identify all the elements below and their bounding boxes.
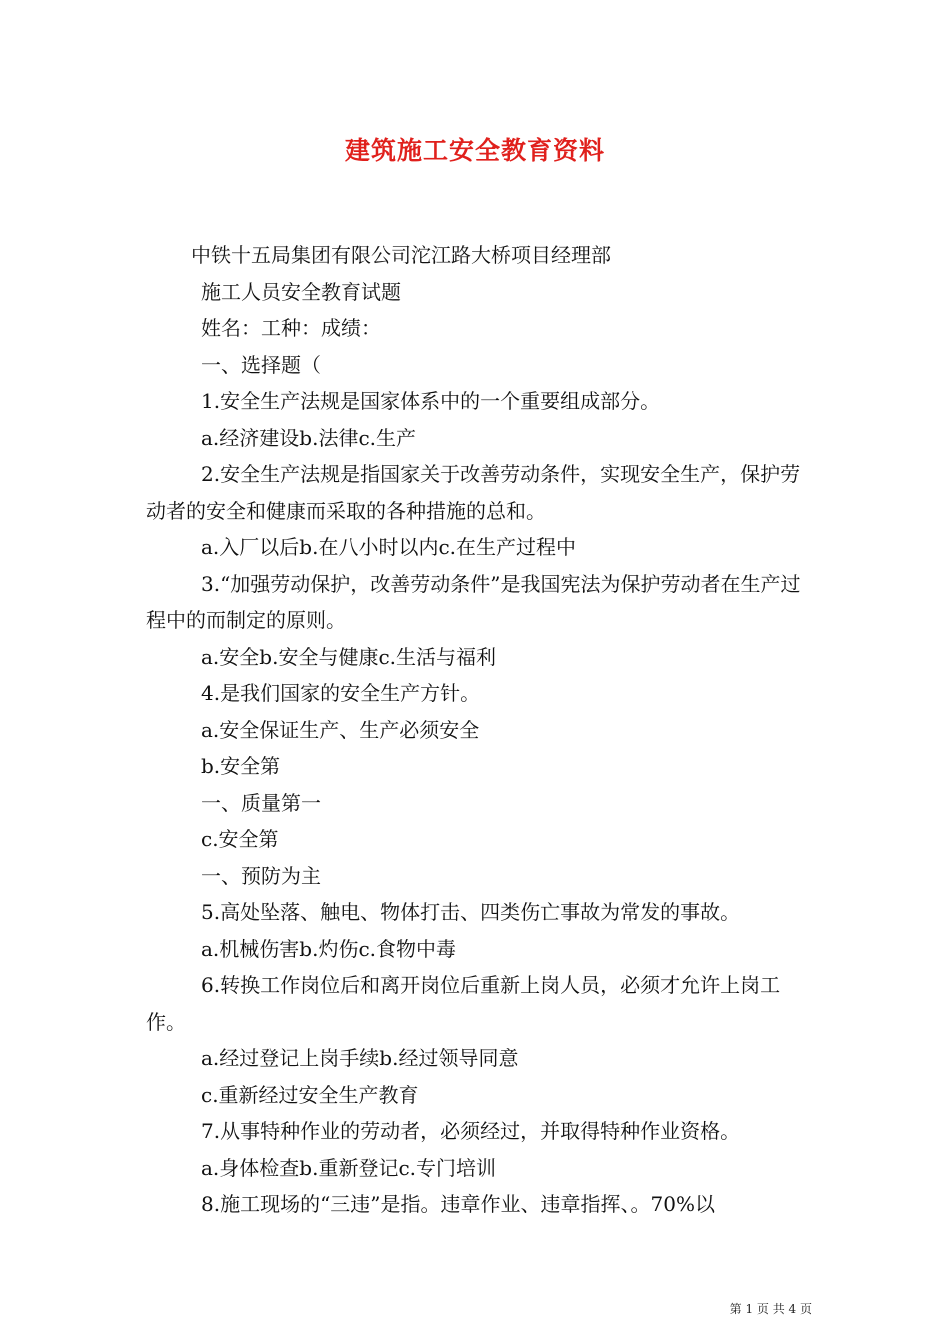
paragraph: 一、预防为主: [201, 863, 321, 888]
paragraph: 3.“加强劳动保护，改善劳动条件”是我国宪法为保护劳动者在生产过程中的而制定的原则。: [146, 571, 801, 632]
paragraph: 5.高处坠落、触电、物体打击、四类伤亡事故为常发的事故。: [201, 900, 741, 924]
paragraph: 一、选择题（: [201, 352, 321, 377]
paragraph: a.身体检查b.重新登记c.专门培训: [201, 1155, 496, 1180]
document-body: [146, 237, 814, 1223]
paragraph: 施工人员安全教育试题: [201, 279, 401, 304]
paragraph: a.安全b.安全与健康c.生活与福利: [201, 644, 496, 669]
paragraph: b.安全第: [201, 754, 281, 778]
paragraph: c.安全第: [201, 827, 279, 851]
paragraph: 6.转换工作岗位后和离开岗位后重新上岗人员，必须才允许上岗工作。: [146, 973, 781, 1034]
paragraph: a.经过登记上岗手续b.经过领导同意: [201, 1046, 519, 1070]
paragraph: a.安全保证生产、生产必须安全: [201, 717, 480, 742]
paragraph: a.经济建设b.法律c.生产: [201, 425, 416, 450]
paragraph: 1.安全生产法规是国家体系中的一个重要组成部分。: [201, 389, 661, 413]
paragraph: 2.安全生产法规是指国家关于改善劳动条件，实现安全生产，保护劳动者的安全和健康而采取的各种措施的总和。: [146, 462, 801, 523]
paragraph: 中铁十五局集团有限公司沱江路大桥项目经理部: [191, 243, 611, 267]
paragraph: 4.是我们国家的安全生产方针。: [201, 681, 481, 705]
paragraph: 姓名：工种：成绩：: [201, 316, 381, 340]
paragraph: 8.施工现场的“三违”是指。违章作业、违章指挥、。70%以: [201, 1192, 715, 1216]
paragraph: a.入厂以后b.在八小时以内c.在生产过程中: [201, 535, 576, 559]
document-title: 建筑施工安全教育资料: [344, 136, 605, 165]
paragraph: 7.从事特种作业的劳动者，必须经过，并取得特种作业资格。: [201, 1119, 741, 1143]
paragraph: 一、质量第一: [201, 790, 321, 815]
paragraph: c.重新经过安全生产教育: [201, 1082, 419, 1107]
page-number: 第 1 页 共 4 页: [729, 1302, 812, 1316]
paragraph: a.机械伤害b.灼伤c.食物中毒: [201, 936, 456, 961]
